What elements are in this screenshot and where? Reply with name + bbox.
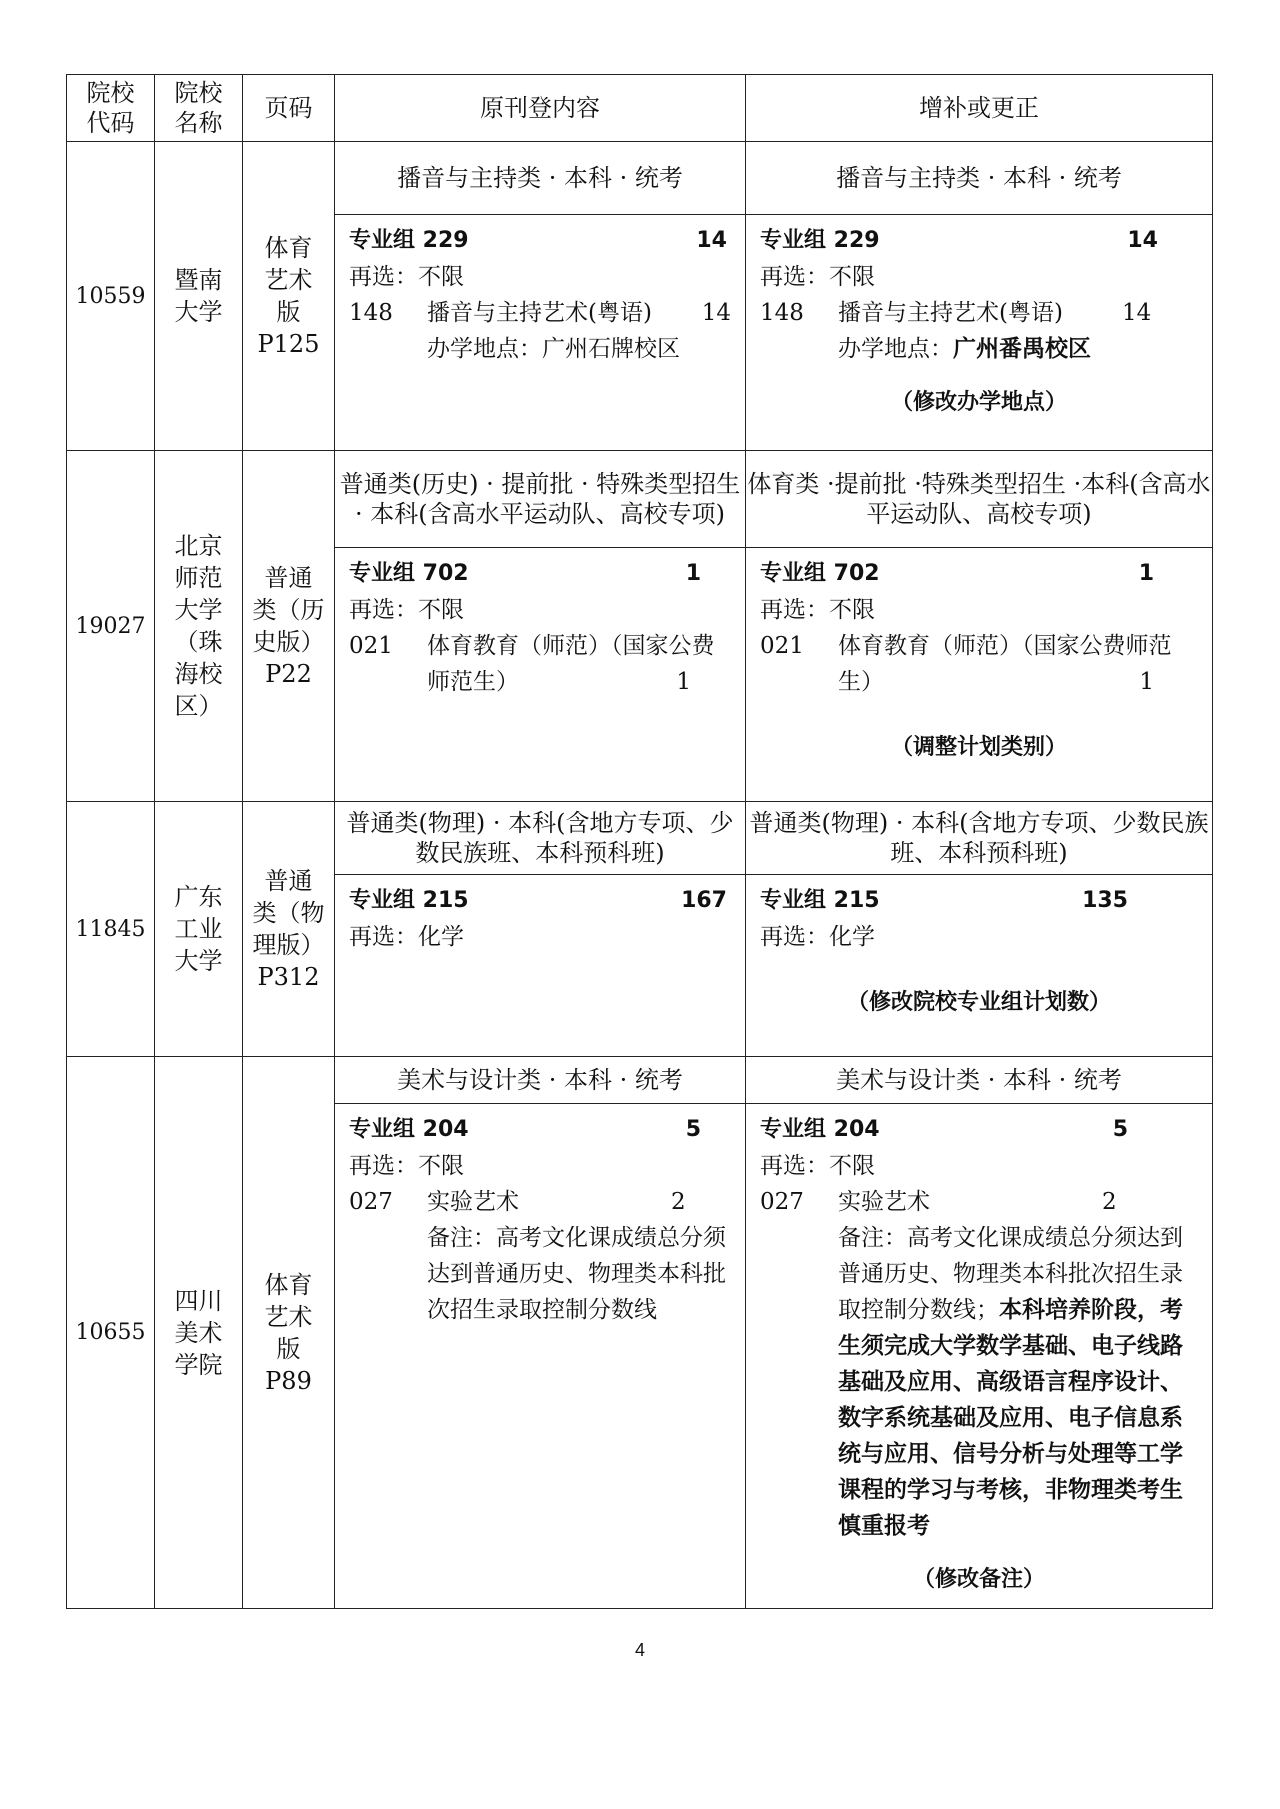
page-ref: 体育 艺术 版 P125 bbox=[243, 142, 335, 451]
original-content: 专业组 204 5 再选：不限 027 实验艺术 2 备注：高考文化课成绩总分须达到普通历史、物理类本科批次招生录取控制分数线 bbox=[335, 1104, 746, 1609]
header-name: 院校 名称 bbox=[155, 75, 243, 142]
correction-content: 专业组 702 1 再选：不限 021 体育教育（师范）（国家公费师范生） 1 （调整计划类别） bbox=[746, 548, 1213, 802]
page-ref: 体育 艺术 版 P89 bbox=[243, 1057, 335, 1609]
header-correction: 增补或更正 bbox=[746, 75, 1213, 142]
original-category: 播音与主持类 · 本科 · 统考 bbox=[335, 142, 746, 215]
change-note: （修改备注） bbox=[912, 1567, 1045, 1592]
school-name: 暨南 大学 bbox=[155, 142, 243, 451]
original-content: 专业组 215 167 再选：化学 bbox=[335, 875, 746, 1057]
correction-category: 播音与主持类 · 本科 · 统考 bbox=[746, 142, 1213, 215]
change-note: （调整计划类别） bbox=[890, 735, 1067, 760]
correction-category: 美术与设计类 · 本科 · 统考 bbox=[746, 1057, 1213, 1104]
table-row bbox=[67, 142, 1213, 215]
header-row bbox=[67, 75, 1213, 142]
school-name: 四川 美术 学院 bbox=[155, 1057, 243, 1609]
correction-category: 普通类(物理) · 本科(含地方专项、少数民族班、本科预科班) bbox=[746, 802, 1213, 875]
school-code: 11845 bbox=[67, 802, 155, 1057]
page-ref: 普通 类（物 理版） P312 bbox=[243, 802, 335, 1057]
school-name: 广东 工业 大学 bbox=[155, 802, 243, 1057]
table-row bbox=[67, 451, 1213, 548]
original-category: 普通类(物理) · 本科(含地方专项、少数民族班、本科预科班) bbox=[335, 802, 746, 875]
table-row bbox=[67, 1057, 1213, 1104]
correction-content: 专业组 229 14 再选：不限 148 播音与主持艺术(粤语) 14 办学地点：广州番禺校区 （修改办学地点） bbox=[746, 215, 1213, 451]
page-ref: 普通 类（历 史版） P22 bbox=[243, 451, 335, 802]
school-code: 10559 bbox=[67, 142, 155, 451]
change-note: （修改院校专业组计划数） bbox=[846, 990, 1111, 1015]
page-number: 4 bbox=[634, 1640, 645, 1660]
table-row bbox=[67, 802, 1213, 875]
original-content: 专业组 229 14 再选：不限 148 播音与主持艺术(粤语) 14 办学地点：广州石牌校区 bbox=[335, 215, 746, 451]
original-content: 专业组 702 1 再选：不限 021 体育教育（师范）（国家公费师范生） 1 bbox=[335, 548, 746, 802]
correction-category: 体育类 ·提前批 ·特殊类型招生 ·本科(含高水平运动队、高校专项) bbox=[746, 451, 1213, 548]
correction-table bbox=[66, 74, 1213, 1609]
header-code: 院校 代码 bbox=[67, 75, 155, 142]
original-category: 普通类(历史) · 提前批 · 特殊类型招生 · 本科(含高水平运动队、高校专项) bbox=[335, 451, 746, 548]
school-code: 19027 bbox=[67, 451, 155, 802]
original-category: 美术与设计类 · 本科 · 统考 bbox=[335, 1057, 746, 1104]
correction-content: 专业组 215 135 再选：化学 （修改院校专业组计划数） bbox=[746, 875, 1213, 1057]
correction-content: 专业组 204 5 再选：不限 027 实验艺术 2 备注：高考文化课成绩总分须达到普通历史、物理类本科批次招生录取控制分数线；本科培养阶段，考生须完成大学数学基础、电子线路基础及应用、高级语言程序设计、数字系统基础及应用、电子信息系统与应用、信号分析与处理等工学课程的学习与考核，非物理类考生慎重报考 （修改备注） bbox=[746, 1104, 1213, 1609]
school-name: 北京 师范 大学 （珠 海校 区） bbox=[155, 451, 243, 802]
change-note: （修改办学地点） bbox=[890, 390, 1067, 415]
header-page: 页码 bbox=[243, 75, 335, 142]
school-code: 10655 bbox=[67, 1057, 155, 1609]
document-page bbox=[66, 74, 1212, 1609]
header-original: 原刊登内容 bbox=[335, 75, 746, 142]
